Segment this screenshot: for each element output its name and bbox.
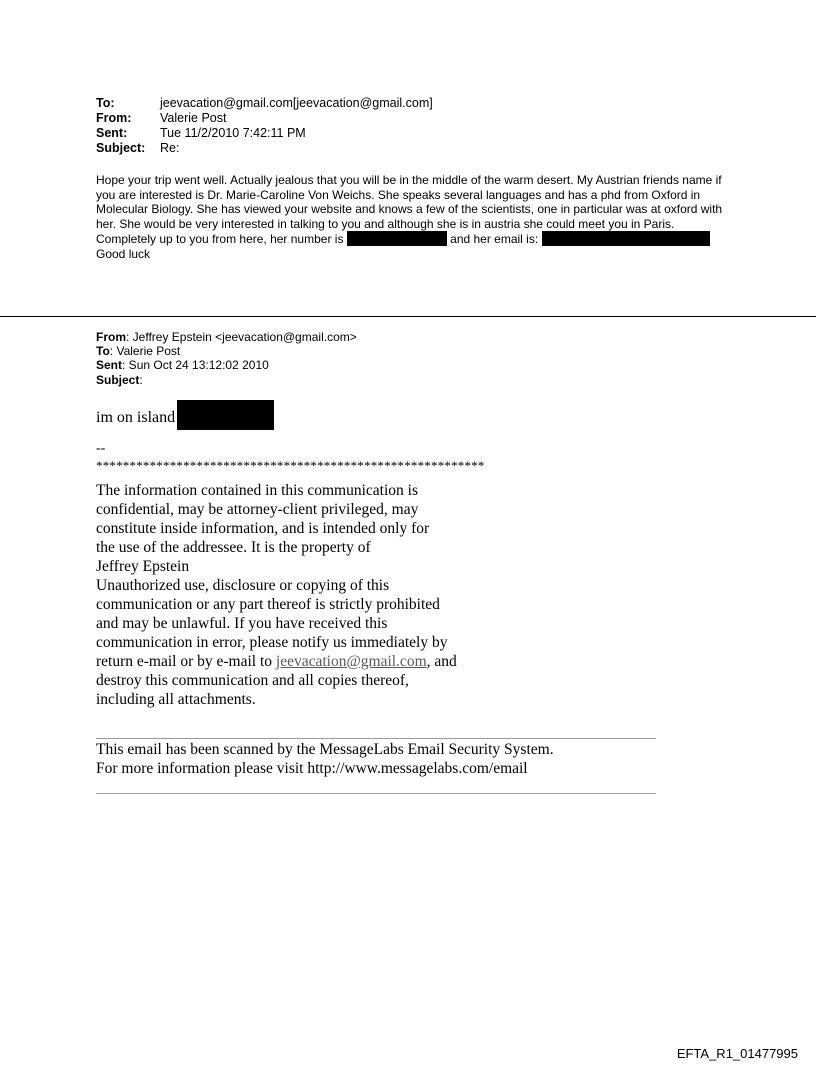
scan-rule-bottom [96, 793, 656, 794]
disclaimer-line10-pre: return e-mail or by e-mail to [96, 653, 276, 670]
quoted-sent-row [96, 358, 357, 372]
header-sent-row [96, 126, 433, 141]
quoted-from-row [96, 330, 357, 344]
disclaimer-email-link[interactable]: jeevacation@gmail.com [275, 653, 427, 670]
disclaimer-line [96, 652, 516, 671]
quoted-subject-row [96, 373, 357, 387]
redaction-box-phone [347, 231, 447, 246]
sent-value: Tue 11/2/2010 7:42:11 PM [160, 126, 306, 140]
redaction-box-message [177, 400, 274, 430]
scan-notice [96, 740, 554, 778]
disclaimer-line: constitute inside information, and is intended only for [96, 520, 430, 537]
disclaimer-line: the use of the addressee. It is the property of [96, 539, 371, 556]
reply-line-part1: Completely up to you from here, her number is [96, 232, 344, 247]
disclaimer-line: destroy this communication and all copies thereof, [96, 672, 409, 689]
disclaimer-line: communication in error, please notify us immediately by [96, 634, 448, 651]
disclaimer-line: confidential, may be attorney-client privileged, may [96, 501, 419, 518]
disclaimer-line: The information contained in this communication is [96, 482, 418, 499]
reply-line-part2: and her email is: [450, 232, 539, 247]
stars-separator: ********************************************************** [96, 458, 485, 473]
quoted-message-text: im on island [96, 409, 176, 426]
header-to-row [96, 96, 433, 111]
reply-body [96, 173, 736, 262]
document-id: EFTA_R1_01477995 [676, 1046, 798, 1061]
quoted-header [96, 330, 357, 387]
subject-label: Subject: [96, 141, 146, 155]
disclaimer-line: and may be unlawful. If you have received this [96, 615, 388, 632]
quoted-from-value: : Jeffrey Epstein <jeevacation@gmail.com> [126, 330, 357, 344]
quoted-to-row [96, 344, 357, 358]
quoted-sent-value: : Sun Oct 24 13:12:02 2010 [122, 358, 269, 373]
disclaimer [96, 481, 516, 709]
signature-separator: -- [96, 441, 106, 456]
reply-closing: Good luck [96, 246, 151, 261]
subject-value: Re: [160, 141, 180, 155]
message-divider [0, 316, 816, 317]
reply-contact-line [96, 231, 736, 247]
scan-rule-top [96, 738, 656, 739]
disclaimer-line10-post: , and [426, 653, 457, 670]
header-subject-row [96, 141, 433, 156]
quoted-to-value: : Valerie Post [109, 344, 181, 359]
quoted-subject-value: : [139, 372, 143, 387]
quoted-sent-label: Sent [96, 358, 123, 373]
disclaimer-line: communication or any part thereof is strictly prohibited [96, 596, 440, 613]
sent-label: Sent: [96, 126, 128, 140]
from-label: From: [96, 111, 132, 125]
disclaimer-line: including all attachments. [96, 691, 256, 708]
quoted-subject-label: Subject [96, 372, 140, 387]
to-label: To: [96, 96, 115, 110]
disclaimer-line: Jeffrey Epstein [96, 558, 190, 575]
quoted-from-label: From [96, 330, 126, 344]
disclaimer-line: Unauthorized use, disclosure or copying of this [96, 577, 390, 594]
scan-line: This email has been scanned by the MessageLabs Email Security System. [96, 741, 554, 758]
scan-line: For more information please visit http://www.messagelabs.com/email [96, 760, 528, 777]
reply-paragraph: Hope your trip went well. Actually jealous that you will be in the middle of the warm desert. My Austrian friends name if you are interested is Dr. Marie-Caroline Von Weichs. She speaks several languages and has a phd from Oxford in Molecular Biology. She has viewed your website and knows a few of the scientists, one in particular was at oxford with her. She would be very interested in talking to you and although she is in austria she could meet you in Paris. [96, 173, 723, 231]
from-value: Valerie Post [160, 111, 227, 125]
quoted-to-label: To [96, 344, 110, 359]
to-value: jeevacation@gmail.com[jeevacation@gmail.com] [160, 96, 433, 110]
redaction-box-email [542, 231, 710, 246]
email-header [96, 96, 433, 156]
quoted-message [96, 400, 274, 430]
header-from-row [96, 111, 433, 126]
